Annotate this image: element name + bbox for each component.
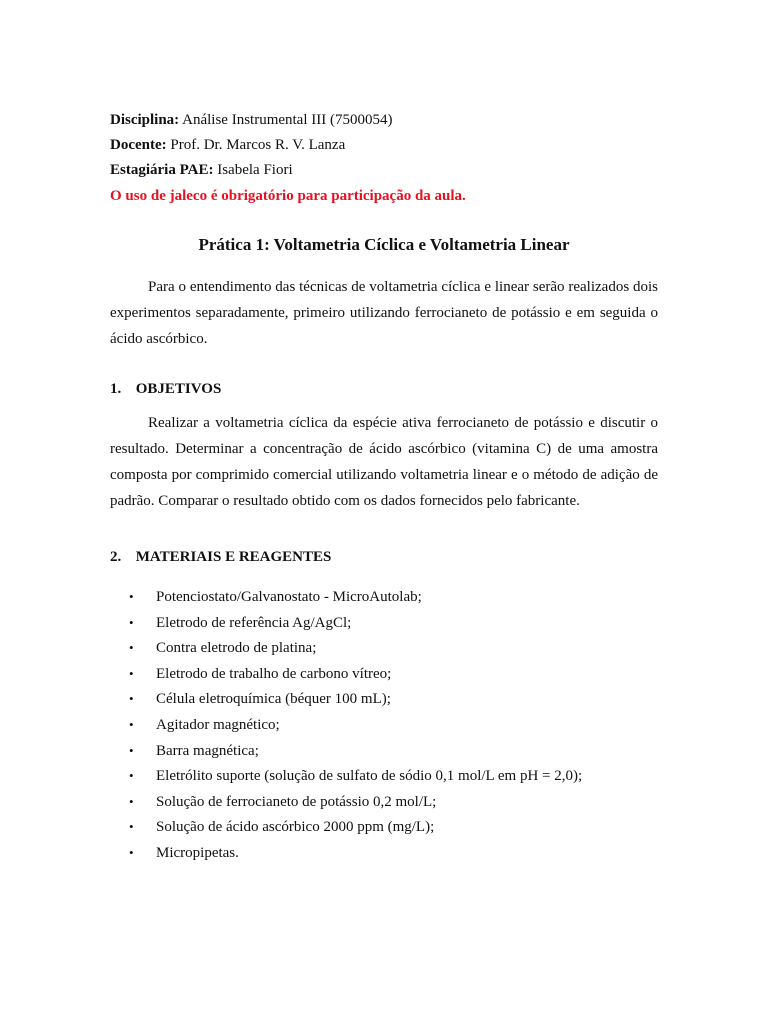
list-item bbox=[110, 742, 658, 768]
list-item-text: Potenciostato/Galvanostato - MicroAutolab; bbox=[156, 589, 422, 605]
objectives-paragraph: Realizar a voltametria cíclica da espécie ativa ferrocianeto de potássio e discutir o resultado. Determinar a concentração de ácido ascórbico (vitamina C) de uma amostra composta por comprimido comercial utilizando voltametria linear e o método de adição de padrão. Comparar o resultado obtido com os dados fornecidos pelo fabricante. bbox=[110, 415, 658, 509]
section-number: 2. bbox=[110, 549, 122, 565]
list-item bbox=[110, 818, 658, 844]
list-item bbox=[110, 716, 658, 742]
bullet-icon: • bbox=[129, 691, 134, 707]
list-item bbox=[110, 665, 658, 691]
list-item bbox=[110, 614, 658, 640]
bullet-icon: • bbox=[129, 768, 134, 784]
list-item-text: Contra eletrodo de platina; bbox=[156, 640, 317, 657]
teacher-value: Prof. Dr. Marcos R. V. Lanza bbox=[170, 137, 346, 153]
bullet-icon: • bbox=[129, 844, 134, 860]
intern-label: Estagiária PAE: bbox=[110, 162, 214, 178]
list-item bbox=[110, 793, 658, 819]
teacher-label: Docente: bbox=[110, 137, 167, 153]
list-item bbox=[110, 639, 658, 665]
section-heading-objectives bbox=[110, 380, 221, 398]
intro-paragraph: Para o entendimento das técnicas de voltametria cíclica e linear serão realizados dois experimentos separadamente, primeiro utilizando ferrocianeto de potássio e em seguida o ácido ascórbico. bbox=[110, 279, 658, 347]
bullet-icon: • bbox=[129, 716, 134, 732]
section-title: OBJETIVOS bbox=[135, 381, 222, 397]
list-item bbox=[110, 767, 658, 793]
discipline-label: Disciplina: bbox=[110, 112, 180, 128]
bullet-icon: • bbox=[129, 742, 134, 758]
lab-coat-warning: O uso de jaleco é obrigatório para participação da aula. bbox=[110, 188, 466, 204]
section-number: 1. bbox=[110, 381, 122, 397]
list-item bbox=[110, 588, 658, 614]
teacher-line bbox=[110, 136, 345, 154]
bullet-icon: • bbox=[129, 665, 134, 681]
list-item-text: Eletrólito suporte (solução de sulfato de sódio 0,1 mol/L em pH = 2,0); bbox=[156, 768, 583, 785]
document-page bbox=[110, 0, 658, 1024]
bullet-icon: • bbox=[129, 793, 134, 809]
list-item-text: Eletrodo de trabalho de carbono vítreo; bbox=[156, 665, 392, 682]
section-title: MATERIAIS E REAGENTES bbox=[135, 549, 332, 565]
list-item-text: Barra magnética; bbox=[156, 742, 259, 759]
section-heading-materials bbox=[110, 548, 331, 566]
bullet-icon: • bbox=[129, 614, 134, 630]
page-title: Prática 1: Voltametria Cíclica e Voltametria Linear bbox=[198, 235, 570, 254]
bullet-icon: • bbox=[129, 589, 134, 604]
discipline-line bbox=[110, 111, 392, 129]
list-item-text: Solução de ácido ascórbico 2000 ppm (mg/L); bbox=[156, 819, 435, 836]
list-item-text: Agitador magnético; bbox=[156, 716, 280, 733]
list-item-text: Solução de ferrocianeto de potássio 0,2 mol/L; bbox=[156, 793, 437, 810]
materials-list bbox=[110, 588, 658, 870]
discipline-value: Análise Instrumental III (7500054) bbox=[182, 112, 393, 128]
list-item bbox=[110, 844, 658, 870]
list-item-text: Eletrodo de referência Ag/AgCl; bbox=[156, 614, 352, 631]
list-item-text: Célula eletroquímica (béquer 100 mL); bbox=[156, 691, 391, 708]
intern-value: Isabela Fiori bbox=[217, 162, 293, 178]
list-item-text: Micropipetas. bbox=[156, 844, 239, 861]
bullet-icon: • bbox=[129, 640, 134, 656]
list-item bbox=[110, 690, 658, 716]
bullet-icon: • bbox=[129, 819, 134, 835]
intern-line bbox=[110, 161, 293, 179]
